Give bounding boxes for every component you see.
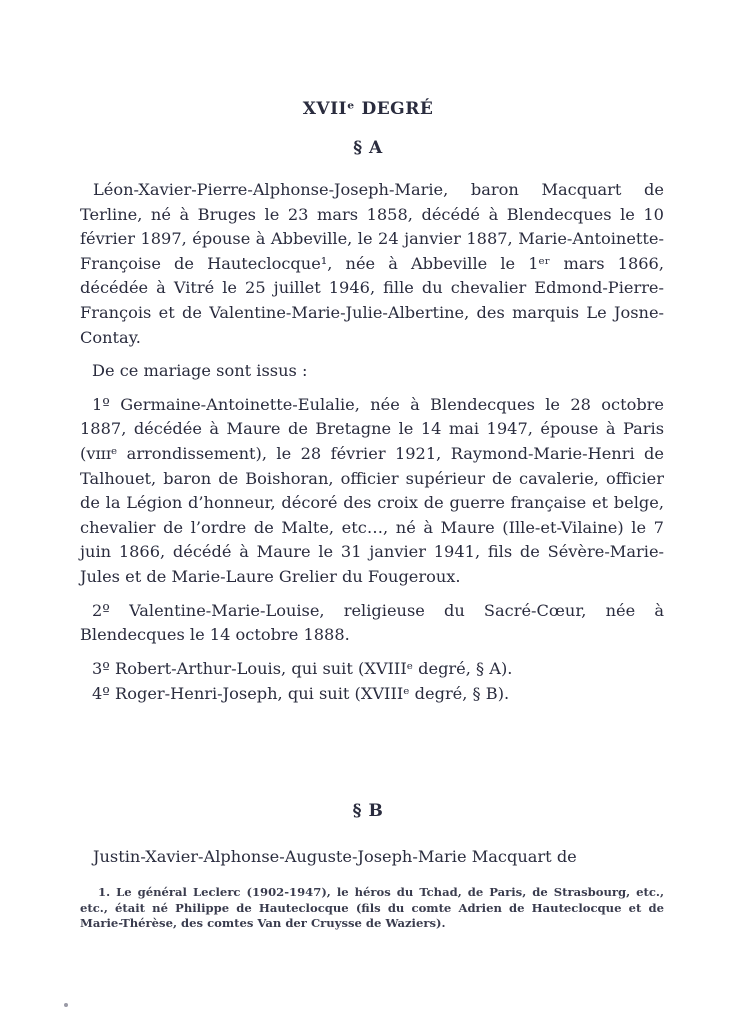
paragraph-child-1: 1º Germaine-Antoinette-Eulalie, née à Blendecques le 28 octobre 1887, décédée à Maure de Bretagne le 14 mai 1947, épouse à Paris (ᴠɪɪɪᵉ arrondissement), le 28 février 1921, Raymond-Marie-Henri de Talhouet, baron de Boishoran, officier supérieur de cavalerie, officier de la Légion d’honneur, décoré des croix de guerre française et belge, chevalier de l’ordre de Malte, etc…, né à Maure (Ille-et-Vilaine) le 7 juin 1866, décédé à Maure le 31 janvier 1941, fils de Sévère-Marie-Jules et de Marie-Laure Grelier du Fougeroux. [80,394,664,586]
section-a-body [80,178,664,707]
subsection-heading-b: § B [352,801,384,821]
section-heading: XVIIᵉ DEGRÉ [302,99,434,119]
paragraph-main: Léon-Xavier-Pierre-Alphonse-Joseph-Marie, baron Macquart de Terline, né à Bruges le 23 mars 1858, décédé à Blendecques le 10 février 1897, épouse à Abbeville, le 24 janvier 1887, Marie-Antoinette-Françoise de Hauteclocque¹, née à Abbeville le 1ᵉʳ mars 1866, décédée à Vitré le 25 juillet 1946, fille du chevalier Edmond-Pierre-François et de Valentine-Marie-Julie-Albertine, des marquis Le Josne-Contay. [80,180,664,347]
paragraph-child-2: 2º Valentine-Marie-Louise, religieuse du Sacré-Cœur, née à Blendecques le 14 octobre 1888. [80,600,664,645]
paragraph-child-4: 4º Roger-Henri-Joseph, qui suit (XVIIIᵉ degré, § B). [92,684,510,704]
paragraph-issue-intro: De ce mariage sont issus : [92,361,308,381]
paragraph-child-3: 3º Robert-Arthur-Louis, qui suit (XVIIIᵉ degré, § A). [92,658,513,678]
section-b-body [80,845,664,870]
paragraph-b: Justin-Xavier-Alphonse-Auguste-Joseph-Marie Macquart de [93,847,577,866]
footnote: 1. Le général Leclerc (1902-1947), le héros du Tchad, de Paris, de Strasbourg, etc., etc., était né Philippe de Hauteclocque (fils du comte Adrien de Hauteclocque et de Marie-Thérèse, des comtes Van der Cruysse de Waziers). [80,885,664,931]
subsection-heading-a: § A [353,138,383,158]
scan-speck [64,1003,68,1007]
